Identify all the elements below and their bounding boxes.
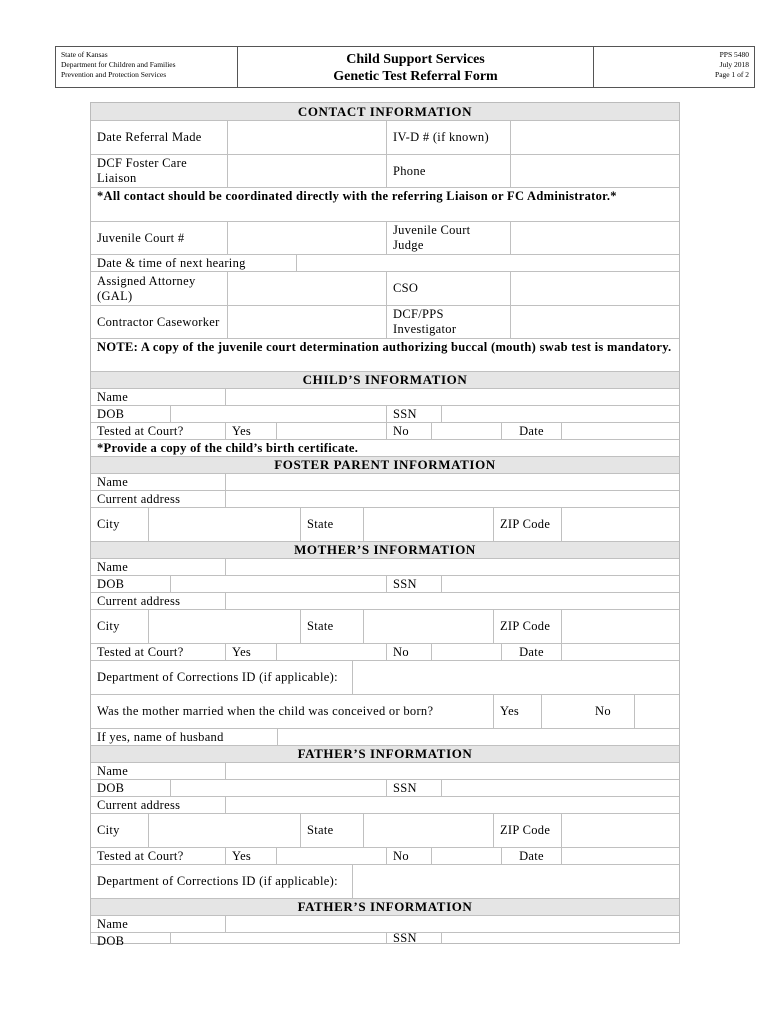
mother-doc-field[interactable] — [352, 661, 679, 694]
label-child-date: Date — [501, 423, 561, 439]
mother-name-field[interactable] — [225, 559, 679, 575]
birth-certificate-note: *Provide a copy of the child’s birth certificate. — [91, 439, 679, 456]
label-foster-city: City — [97, 517, 120, 531]
label-mother-married: Was the mother married when the child was conceived or born? — [97, 704, 434, 718]
label-father-no: No — [386, 848, 431, 864]
foster-zip-field[interactable] — [561, 508, 679, 541]
contractor-field[interactable] — [227, 306, 386, 338]
father-zip-field[interactable] — [561, 814, 679, 847]
father2-name-field[interactable] — [225, 916, 679, 932]
father-dob-field[interactable] — [170, 780, 386, 796]
label-child-name: Name — [97, 389, 129, 404]
foster-liaison-field[interactable] — [227, 155, 386, 187]
label-father-zip: ZIP Code — [493, 814, 561, 847]
label-mother-state: State — [300, 610, 363, 643]
label-father-date: Date — [501, 848, 561, 864]
label-cso: CSO — [386, 272, 510, 305]
mother-address-field[interactable] — [225, 593, 679, 609]
label-mother-tested: Tested at Court? — [97, 644, 184, 659]
child-dob-row — [91, 405, 679, 422]
label-father-ssn: SSN — [386, 780, 441, 796]
form-title — [238, 47, 594, 87]
mother-state-field[interactable] — [363, 610, 493, 643]
father-name-row — [91, 762, 679, 779]
mother-name-row — [91, 558, 679, 575]
label-father2-dob: DOB — [97, 934, 125, 948]
label-child-tested: Tested at Court? — [97, 423, 184, 438]
child-name-field[interactable] — [225, 389, 679, 405]
row-foster-liaison — [91, 154, 679, 187]
foster-city-field[interactable] — [148, 508, 300, 541]
label-child-yes: Yes — [225, 423, 276, 439]
label-foster-address: Current address — [97, 491, 181, 506]
page-info: Page 1 of 2 — [715, 70, 749, 79]
ivd-field[interactable] — [510, 121, 679, 154]
mother-yes-field[interactable] — [276, 644, 386, 660]
label-attorney: Assigned Attorney (GAL) — [97, 273, 196, 303]
label-mother-doc: Department of Corrections ID (if applicable): — [97, 670, 338, 684]
married-no-field[interactable] — [634, 695, 679, 728]
row-next-hearing — [91, 254, 679, 271]
husband-row — [91, 728, 679, 745]
label-contractor: Contractor Caseworker — [97, 314, 220, 329]
label-child-dob: DOB — [97, 406, 125, 421]
label-mother-ssn: SSN — [386, 576, 441, 592]
foster-state-field[interactable] — [363, 508, 493, 541]
father-address-row — [91, 796, 679, 813]
section-heading-contact: CONTACT INFORMATION — [91, 103, 679, 120]
father-yes-field[interactable] — [276, 848, 386, 864]
coordination-note: *All contact should be coordinated directly with the referring Liaison or FC Administrator.* — [91, 187, 679, 221]
label-father2-ssn: SSN — [386, 933, 441, 943]
label-juvenile-court: Juvenile Court # — [97, 230, 185, 245]
title-line-2: Genetic Test Referral Form — [333, 69, 498, 84]
mother-dob-row — [91, 575, 679, 592]
child-ssn-field[interactable] — [441, 406, 679, 422]
mother-address-row — [91, 592, 679, 609]
father2-name-row — [91, 915, 679, 932]
label-father-tested: Tested at Court? — [97, 848, 184, 863]
mother-ssn-field[interactable] — [441, 576, 679, 592]
label-juvenile-judge: Juvenile Court Judge — [386, 222, 510, 254]
mother-doc-row — [91, 660, 679, 694]
agency-line-3: Prevention and Protection Services — [61, 70, 167, 79]
father2-dob-row — [91, 932, 679, 948]
label-father-address: Current address — [97, 797, 181, 812]
referral-form — [90, 102, 680, 948]
married-yes-field[interactable] — [541, 695, 589, 728]
child-tested-row — [91, 422, 679, 439]
label-father-yes: Yes — [225, 848, 276, 864]
mother-city-field[interactable] — [148, 610, 300, 643]
label-child-no: No — [386, 423, 431, 439]
father-tested-row — [91, 847, 679, 864]
form-id-block — [592, 47, 754, 87]
mother-date-field[interactable] — [561, 644, 679, 660]
label-father-name: Name — [97, 763, 129, 778]
father-city-field[interactable] — [148, 814, 300, 847]
form-number: PPS 5480 — [719, 50, 749, 59]
child-name-row — [91, 388, 679, 405]
section-heading-child: CHILD’S INFORMATION — [91, 371, 679, 388]
section-heading-father: FATHER’S INFORMATION — [91, 745, 679, 762]
juvenile-court-field[interactable] — [227, 222, 386, 254]
foster-address-field[interactable] — [225, 491, 679, 507]
foster-name-field[interactable] — [225, 474, 679, 490]
label-mother-date: Date — [501, 644, 561, 660]
father-state-field[interactable] — [363, 814, 493, 847]
row-juvenile-court — [91, 221, 679, 254]
label-father2-name: Name — [97, 916, 129, 931]
form-header — [55, 46, 755, 88]
mother-married-row — [91, 694, 679, 728]
form-date: July 2018 — [719, 60, 749, 69]
label-foster-name: Name — [97, 474, 129, 489]
investigator-field[interactable] — [510, 306, 679, 338]
label-father-state: State — [300, 814, 363, 847]
mother-dob-field[interactable] — [170, 576, 386, 592]
father2-dob-field[interactable] — [170, 933, 386, 943]
row-date-referral — [91, 120, 679, 154]
label-child-ssn: SSN — [386, 406, 441, 422]
label-father-city: City — [97, 823, 120, 837]
agency-line-2: Department for Children and Families — [61, 60, 176, 69]
label-next-hearing: Date & time of next hearing — [97, 255, 246, 270]
father-dob-row — [91, 779, 679, 796]
husband-field[interactable] — [277, 729, 679, 745]
father-doc-row — [91, 864, 679, 898]
foster-name-row — [91, 473, 679, 490]
father-no-field[interactable] — [431, 848, 501, 864]
father-doc-field[interactable] — [352, 865, 679, 898]
mandatory-note: NOTE: A copy of the juvenile court determination authorizing buccal (mouth) swab test is mandatory. — [91, 338, 679, 371]
cso-field[interactable] — [510, 272, 679, 305]
attorney-field[interactable] — [227, 272, 386, 305]
father-date-field[interactable] — [561, 848, 679, 864]
row-attorney — [91, 271, 679, 305]
foster-city-row — [91, 507, 679, 541]
label-investigator: DCF/PPS Investigator — [386, 306, 510, 338]
father-address-field[interactable] — [225, 797, 679, 813]
mother-no-field[interactable] — [431, 644, 501, 660]
label-husband: If yes, name of husband — [97, 729, 224, 744]
title-line-1: Child Support Services — [346, 52, 485, 67]
label-father-doc: Department of Corrections ID (if applicable): — [97, 874, 338, 888]
agency-line-1: State of Kansas — [61, 50, 108, 59]
label-foster-liaison: DCF Foster Care Liaison — [97, 156, 187, 185]
section-heading-mother: MOTHER’S INFORMATION — [91, 541, 679, 558]
juvenile-judge-field[interactable] — [510, 222, 679, 254]
next-hearing-field[interactable] — [296, 255, 679, 271]
row-contractor — [91, 305, 679, 338]
mother-zip-field[interactable] — [561, 610, 679, 643]
label-ivd: IV-D # (if known) — [386, 121, 510, 154]
label-married-yes: Yes — [493, 695, 541, 728]
foster-address-row — [91, 490, 679, 507]
label-mother-city: City — [97, 619, 120, 633]
label-mother-address: Current address — [97, 593, 181, 608]
father2-ssn-field[interactable] — [441, 933, 679, 943]
father-ssn-field[interactable] — [441, 780, 679, 796]
child-yes-field[interactable] — [276, 423, 386, 439]
phone-field[interactable] — [510, 155, 679, 187]
mother-tested-row — [91, 643, 679, 660]
label-father-dob: DOB — [97, 780, 125, 795]
section-heading-foster: FOSTER PARENT INFORMATION — [91, 456, 679, 473]
label-foster-state: State — [300, 508, 363, 541]
label-date-referral: Date Referral Made — [97, 130, 202, 144]
label-phone: Phone — [386, 155, 510, 187]
mother-city-row — [91, 609, 679, 643]
child-dob-field[interactable] — [170, 406, 386, 422]
label-mother-yes: Yes — [225, 644, 276, 660]
label-mother-dob: DOB — [97, 576, 125, 591]
label-foster-zip: ZIP Code — [493, 508, 561, 541]
father-name-field[interactable] — [225, 763, 679, 779]
child-date-field[interactable] — [561, 423, 679, 439]
label-married-no: No — [595, 704, 611, 718]
child-no-field[interactable] — [431, 423, 501, 439]
agency-block — [56, 47, 238, 87]
label-mother-zip: ZIP Code — [493, 610, 561, 643]
label-mother-no: No — [386, 644, 431, 660]
label-mother-name: Name — [97, 559, 129, 574]
date-referral-field[interactable] — [227, 121, 386, 154]
father-city-row — [91, 813, 679, 847]
section-heading-father-2: FATHER’S INFORMATION — [91, 898, 679, 915]
